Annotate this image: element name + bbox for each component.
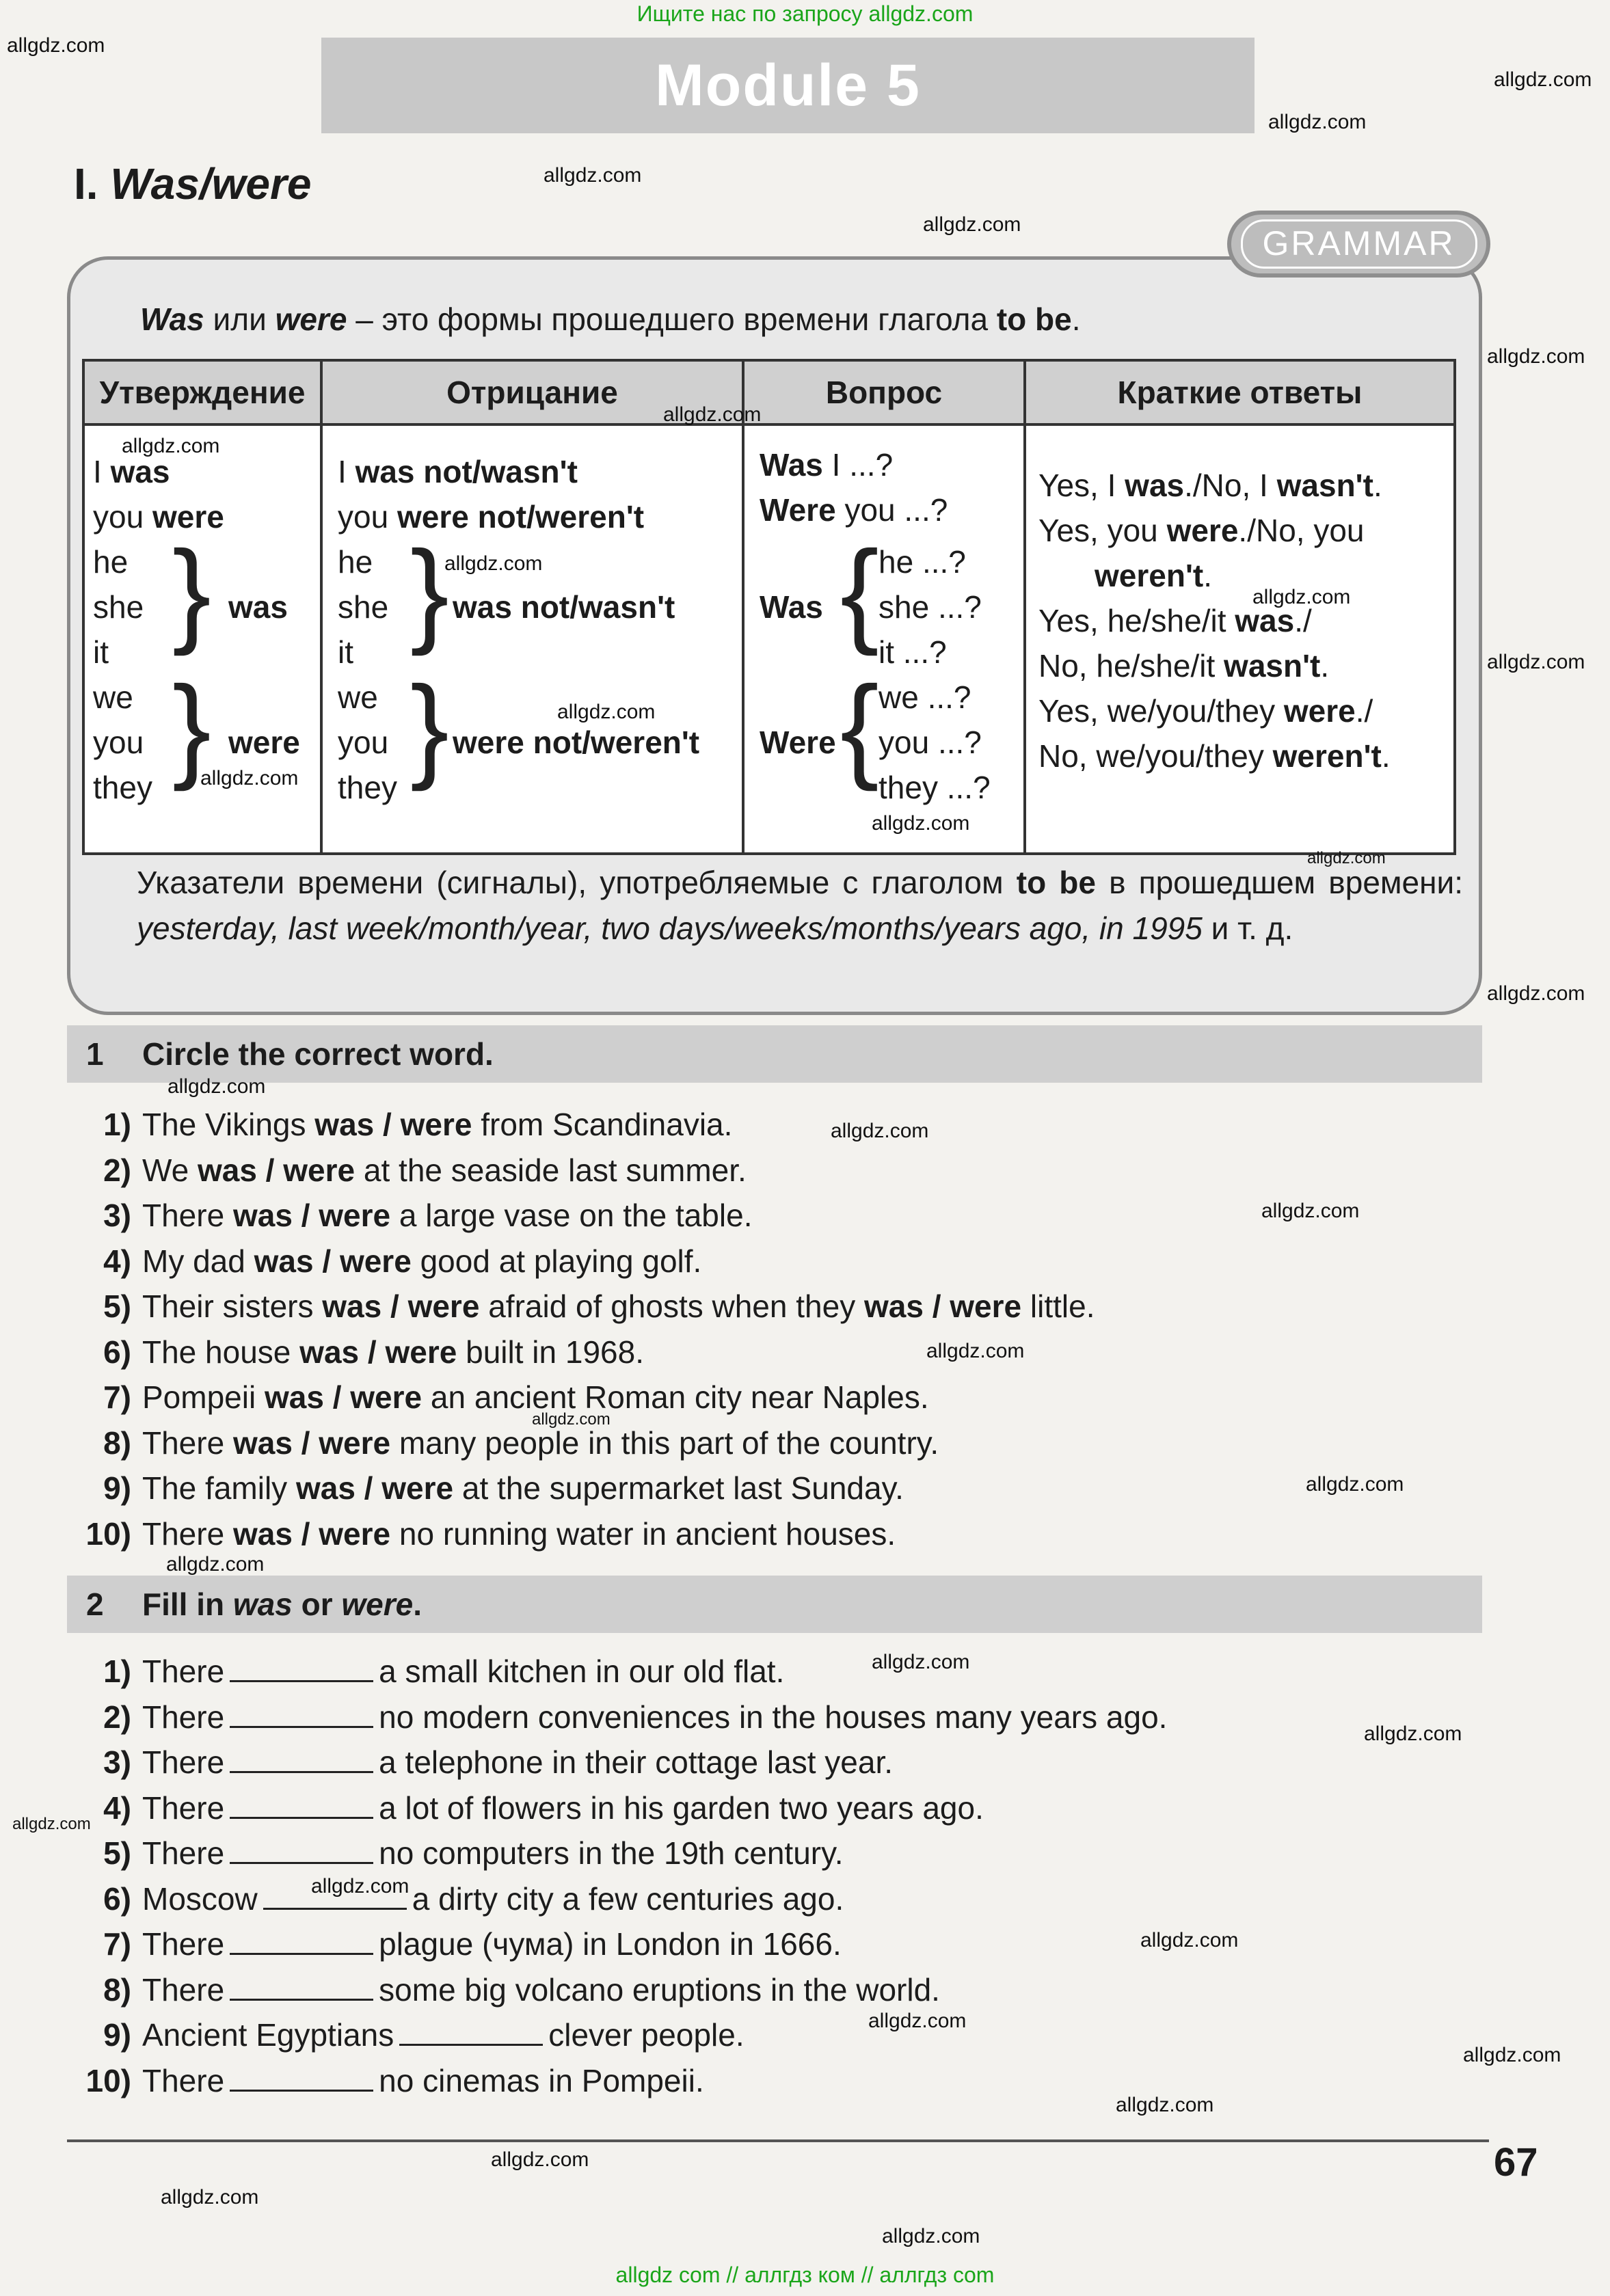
item-text: from Scandinavia. [481,1107,733,1142]
aff-he: he [93,544,129,580]
option-were[interactable]: were [319,1515,391,1552]
exercise-1-item [67,1288,1095,1325]
aff-you-plural: you [93,725,144,760]
option-was[interactable]: was [232,1198,293,1233]
option-separator: / [374,1107,401,1142]
option-separator: / [292,1515,319,1552]
neg-he: he [338,544,373,580]
watermark[interactable]: allgdz.com [532,1410,611,1429]
q-it: it ...? [878,634,947,670]
item-text: There [142,1653,225,1689]
item-text: no running water in ancient houses. [399,1515,896,1552]
q-they: they ...? [878,770,991,805]
exercise-2-item [67,2016,744,2053]
item-number: 3) [103,1198,131,1233]
option-were[interactable]: were [283,1152,355,1188]
answer-blank[interactable] [230,1978,373,2001]
neg-you-were-not: were not/weren't [397,499,645,535]
short-a4-was: was [1235,603,1295,638]
item-number: 7) [103,1926,131,1962]
watermark[interactable]: allgdz.com [1306,1473,1404,1496]
item-text: There [142,1744,225,1780]
item-number: 4) [103,1789,131,1826]
item-text: an ancient Roman city near Naples. [430,1379,929,1415]
item-text: many people in this part of the country. [399,1424,939,1461]
header-affirmative: Утверждение [83,360,321,424]
short-a2: Yes, you [1038,513,1158,548]
item-number: 5) [103,1835,131,1871]
item-number: 1) [103,1653,131,1689]
option-separator: / [359,1334,386,1370]
exercise-2-item [67,1835,843,1872]
short-a3-werent: weren't [1095,558,1204,593]
watermark[interactable]: allgdz.com [1268,111,1367,133]
exercise-1-item [67,1424,939,1461]
exercise-2-item [67,1926,842,1962]
item-text: afraid of ghosts when they [488,1288,856,1324]
item-number: 9) [103,2017,131,2053]
intro-was: Was [140,301,204,337]
exercise-1-item [67,1334,644,1370]
short-a1-wasnt: wasn't [1276,468,1373,503]
q-were-group: Were [760,725,836,760]
watermark[interactable]: allgdz.com [161,2186,259,2209]
watermark[interactable]: allgdz.com [1140,1929,1239,1951]
q-was-group: Was [760,589,823,625]
exercise-1-item [67,1515,896,1552]
item-text: a small kitchen in our old flat. [379,1653,785,1689]
watermark[interactable]: allgdz.com [663,403,762,426]
exercise-2-item [67,1744,893,1781]
watermark[interactable]: allgdz.com [1261,1200,1360,1222]
option-were[interactable]: were [400,1107,472,1142]
item-text: a telephone in their cottage last year. [379,1744,894,1780]
cell-short-answers [1025,424,1455,854]
item-text: The house [142,1334,291,1370]
watermark[interactable]: allgdz.com [926,1340,1025,1362]
time-signals [137,860,1463,951]
option-were[interactable]: were [950,1288,1022,1324]
answer-blank[interactable] [230,2069,373,2092]
exercise-2-header [67,1576,1482,1633]
short-a4-end: ./ [1294,603,1312,638]
exercise-2-title: Fill in was or were. [142,1586,422,1622]
item-number: 6) [103,1334,131,1370]
answer-blank[interactable] [230,1841,373,1864]
item-text: There [142,1835,225,1871]
item-text: clever people. [548,2017,744,2053]
short-a6-end: ./ [1355,693,1373,729]
aff-it: it [93,634,109,670]
answer-blank[interactable] [230,1932,373,1955]
option-was[interactable]: was [322,1288,382,1324]
item-number: 5) [103,1288,131,1324]
grammar-tag-label: GRAMMAR [1241,219,1477,269]
exercise-2-number: 2 [86,1586,104,1622]
brace-icon: { [840,527,879,657]
brace-icon: } [410,527,449,657]
option-was[interactable]: was [232,1424,293,1461]
neg-they: they [338,770,397,805]
item-text: no modern conveniences in the houses many years ago. [379,1699,1168,1735]
short-a2-mid: ./No, you [1238,513,1365,548]
item-text: There [142,1424,225,1461]
q-was: Was [760,447,823,483]
item-number: 2) [103,1152,131,1188]
item-number: 2) [103,1699,131,1735]
exercise-2-item [67,1699,1167,1735]
exercise-1-item [67,1470,904,1507]
watermark[interactable]: allgdz.com [882,2225,980,2247]
short-a7-end: . [1381,738,1391,774]
option-was[interactable]: was [295,1470,355,1506]
short-a7-werent: weren't [1272,738,1382,774]
section-name: Was/were [110,159,312,208]
neg-i-was-not: was not/wasn't [355,454,578,489]
watermark[interactable]: allgdz.com [1487,345,1585,368]
watermark[interactable]: allgdz.com [872,1651,970,1673]
item-text: built in 1968. [466,1334,644,1370]
section-title [74,159,311,209]
item-text: We [142,1152,189,1188]
watermark[interactable]: allgdz.com [1487,651,1585,673]
answer-blank[interactable] [399,2023,543,2046]
item-text: Ancient Egyptians [142,2017,394,2053]
short-a2-were: were [1166,513,1239,548]
grammar-intro [140,301,1081,338]
item-text: a dirty city a few centuries ago. [412,1880,844,1917]
option-was[interactable]: was [197,1152,257,1188]
exercise-1-item [67,1152,747,1189]
aff-we: we [93,679,133,715]
item-text: at the supermarket last Sunday. [461,1470,904,1506]
neg-it: it [338,634,353,670]
watermark[interactable]: allgdz.com [868,2010,967,2032]
watermark[interactable]: allgdz.com [311,1875,410,1897]
aff-they: they [93,770,152,805]
exercise-1-item [67,1243,701,1280]
watermark[interactable]: allgdz.com [1307,849,1386,867]
grammar-tag [1227,211,1490,278]
exercise-1-item [67,1379,929,1416]
item-text: no computers in the 19th century. [379,1835,844,1871]
signals-text-1: Указатели времени (сигналы), употребляемые с глаголом [137,865,1004,900]
neg-you: you [338,499,389,535]
item-text: There [142,1789,225,1826]
q-you: you ...? [844,492,948,528]
aff-you: you [93,499,144,535]
item-number: 1) [103,1107,131,1142]
option-was[interactable]: was [232,1515,293,1552]
q-she: she ...? [878,589,982,625]
answer-blank[interactable] [230,1705,373,1728]
watermark[interactable]: allgdz.com [491,2148,589,2171]
section-number: I. [74,159,98,208]
item-text: some big volcano eruptions in the world. [379,1971,940,2008]
intro-to-be: to be [996,301,1072,337]
short-a5: No, he/she/it [1038,648,1216,684]
option-was[interactable]: was [299,1334,360,1370]
item-text: little. [1030,1288,1095,1324]
item-number: 8) [103,1971,131,2008]
brace-icon: { [840,662,879,792]
exercise-1-item [67,1197,752,1234]
neg-she: she [338,589,389,625]
option-were[interactable]: were [407,1288,480,1324]
neg-were-not: were not/weren't [453,725,700,760]
option-separator: / [381,1288,408,1324]
watermark[interactable]: allgdz.com [872,812,970,835]
item-text: at the seaside last summer. [363,1152,747,1188]
option-was[interactable]: was [254,1243,314,1279]
item-text: There [142,2062,225,2098]
short-a1-was: was [1125,468,1185,503]
option-separator: / [292,1424,319,1461]
watermark[interactable]: allgdz.com [544,164,642,187]
item-text: a large vase on the table. [399,1198,753,1233]
short-a4: Yes, he/she/it [1038,603,1226,638]
watermark[interactable]: allgdz.com [166,1553,265,1576]
item-text: There [142,1699,225,1735]
q-we: we ...? [878,679,971,715]
signals-examples: yesterday, last week/month/year, two days/weeks/months/years ago, in 1995 [137,910,1203,946]
watermark[interactable]: allgdz.com [12,1815,91,1833]
watermark[interactable]: allgdz.com [557,701,656,723]
item-number: 9) [103,1470,131,1506]
short-a7: No, we/you/they [1038,738,1264,774]
item-number: 10) [85,1515,131,1552]
watermark[interactable]: allgdz.com [1487,982,1585,1005]
short-a6-were: were [1283,693,1356,729]
brace-icon: } [172,662,211,792]
signals-text-3: и т. д. [1211,910,1293,946]
item-text: The Vikings [142,1107,306,1142]
option-were[interactable]: were [319,1198,391,1233]
q-were: Were [760,492,836,528]
exercise-1-item [67,1106,732,1143]
item-text: good at playing golf. [420,1243,702,1279]
watermark[interactable]: allgdz.com [122,435,220,457]
item-text: There [142,1926,225,1962]
neg-we: we [338,679,378,715]
item-number: 10) [85,2062,131,2098]
item-text: a lot of flowers in his garden two years ago. [379,1789,984,1826]
aff-you-were: were [152,499,224,535]
option-separator: / [256,1152,284,1188]
option-separator: / [923,1288,950,1324]
exercise-1-title: Circle the correct word. [142,1036,494,1072]
aff-she: she [93,589,144,625]
intro-were: were [275,301,347,337]
item-text: The family [142,1470,288,1506]
intro-text-1: или [213,301,267,337]
item-text: Pompeii [142,1379,256,1415]
option-separator: / [292,1198,319,1233]
header-negative: Отрицание [321,360,743,424]
page-number: 67 [1494,2140,1538,2185]
exercise-1-header [67,1025,1482,1083]
aff-i-was: was [110,454,170,489]
bottom-divider [67,2139,1489,2142]
q-he: he ...? [878,544,966,580]
item-number: 8) [103,1424,131,1461]
option-was[interactable]: was [314,1107,375,1142]
option-separator: / [313,1243,340,1279]
short-a3-end: . [1203,558,1212,593]
exercise-2-item [67,2062,704,2099]
item-text: There [142,1971,225,2008]
site-banner-bottom[interactable]: allgdz com // аллгдз ком // аллгдз com [615,2263,995,2287]
item-text: My dad [142,1243,245,1279]
neg-i: I [338,454,347,489]
exercise-2-item [67,1789,984,1826]
watermark[interactable]: allgdz.com [444,552,543,575]
watermark[interactable]: allgdz.com [1252,586,1351,608]
option-were[interactable]: were [350,1379,422,1415]
option-were[interactable]: were [385,1334,457,1370]
exercise-2-item [67,1653,784,1690]
intro-period: . [1071,301,1081,337]
watermark[interactable]: allgdz.com [7,34,105,57]
cell-negative [321,424,743,854]
item-number: 6) [103,1880,131,1917]
watermark[interactable]: allgdz.com [167,1075,266,1098]
option-were[interactable]: were [381,1470,454,1506]
option-was[interactable]: was [863,1288,924,1324]
aff-were: were [228,725,300,760]
short-a1-mid: ./No, I [1184,468,1268,503]
neg-you-plural: you [338,725,389,760]
signals-to-be: to be [1016,865,1096,900]
exercise-2-item [67,1880,844,1917]
q-you-plural: you ...? [878,725,982,760]
module-title: Module 5 [321,38,1255,133]
option-separator: / [323,1379,351,1415]
item-text: There [142,1515,225,1552]
option-was[interactable]: was [264,1379,324,1415]
neg-was-not: was not/wasn't [453,589,675,625]
answer-blank[interactable] [230,1751,373,1773]
watermark[interactable]: allgdz.com [831,1120,929,1142]
watermark[interactable]: allgdz.com [1364,1723,1462,1745]
option-were[interactable]: were [339,1243,412,1279]
aff-was: was [228,589,288,625]
item-text: no cinemas in Pompeii. [379,2062,704,2098]
signals-text-2: в прошедшем времени: [1109,865,1463,900]
item-number: 4) [103,1243,131,1279]
exercise-2-item [67,1971,940,2008]
item-text: Moscow [142,1880,258,1917]
short-a5-end: . [1320,648,1330,684]
watermark[interactable]: allgdz.com [1463,2044,1561,2066]
header-question: Вопрос [743,360,1025,424]
option-were[interactable]: were [319,1424,391,1461]
short-a6: Yes, we/you/they [1038,693,1276,729]
short-a5-wasnt: wasn't [1224,648,1321,684]
intro-text-2: – это формы прошедшего времени глагола [355,301,989,337]
short-a1: Yes, I [1038,468,1116,503]
answer-blank[interactable] [230,1660,373,1682]
watermark[interactable]: allgdz.com [1494,68,1592,91]
item-text: There [142,1198,225,1233]
item-number: 7) [103,1379,131,1415]
brace-icon: } [172,527,211,657]
item-text: plague (чума) in London in 1666. [379,1926,842,1962]
watermark[interactable]: allgdz.com [923,213,1021,236]
answer-blank[interactable] [230,1796,373,1819]
aff-i: I [93,454,102,489]
item-text: Their sisters [142,1288,314,1324]
header-short-answers: Краткие ответы [1025,360,1455,424]
watermark[interactable]: allgdz.com [200,767,299,789]
watermark[interactable]: allgdz.com [1116,2094,1214,2116]
site-banner-top[interactable]: Ищите нас по запросу allgdz.com [636,1,974,26]
exercise-1-number: 1 [86,1036,104,1072]
item-number: 3) [103,1744,131,1780]
q-i: I ...? [831,447,894,483]
option-separator: / [355,1470,382,1506]
short-a1-end: . [1373,468,1382,503]
brace-icon: } [410,662,449,792]
cell-question [743,424,1025,854]
